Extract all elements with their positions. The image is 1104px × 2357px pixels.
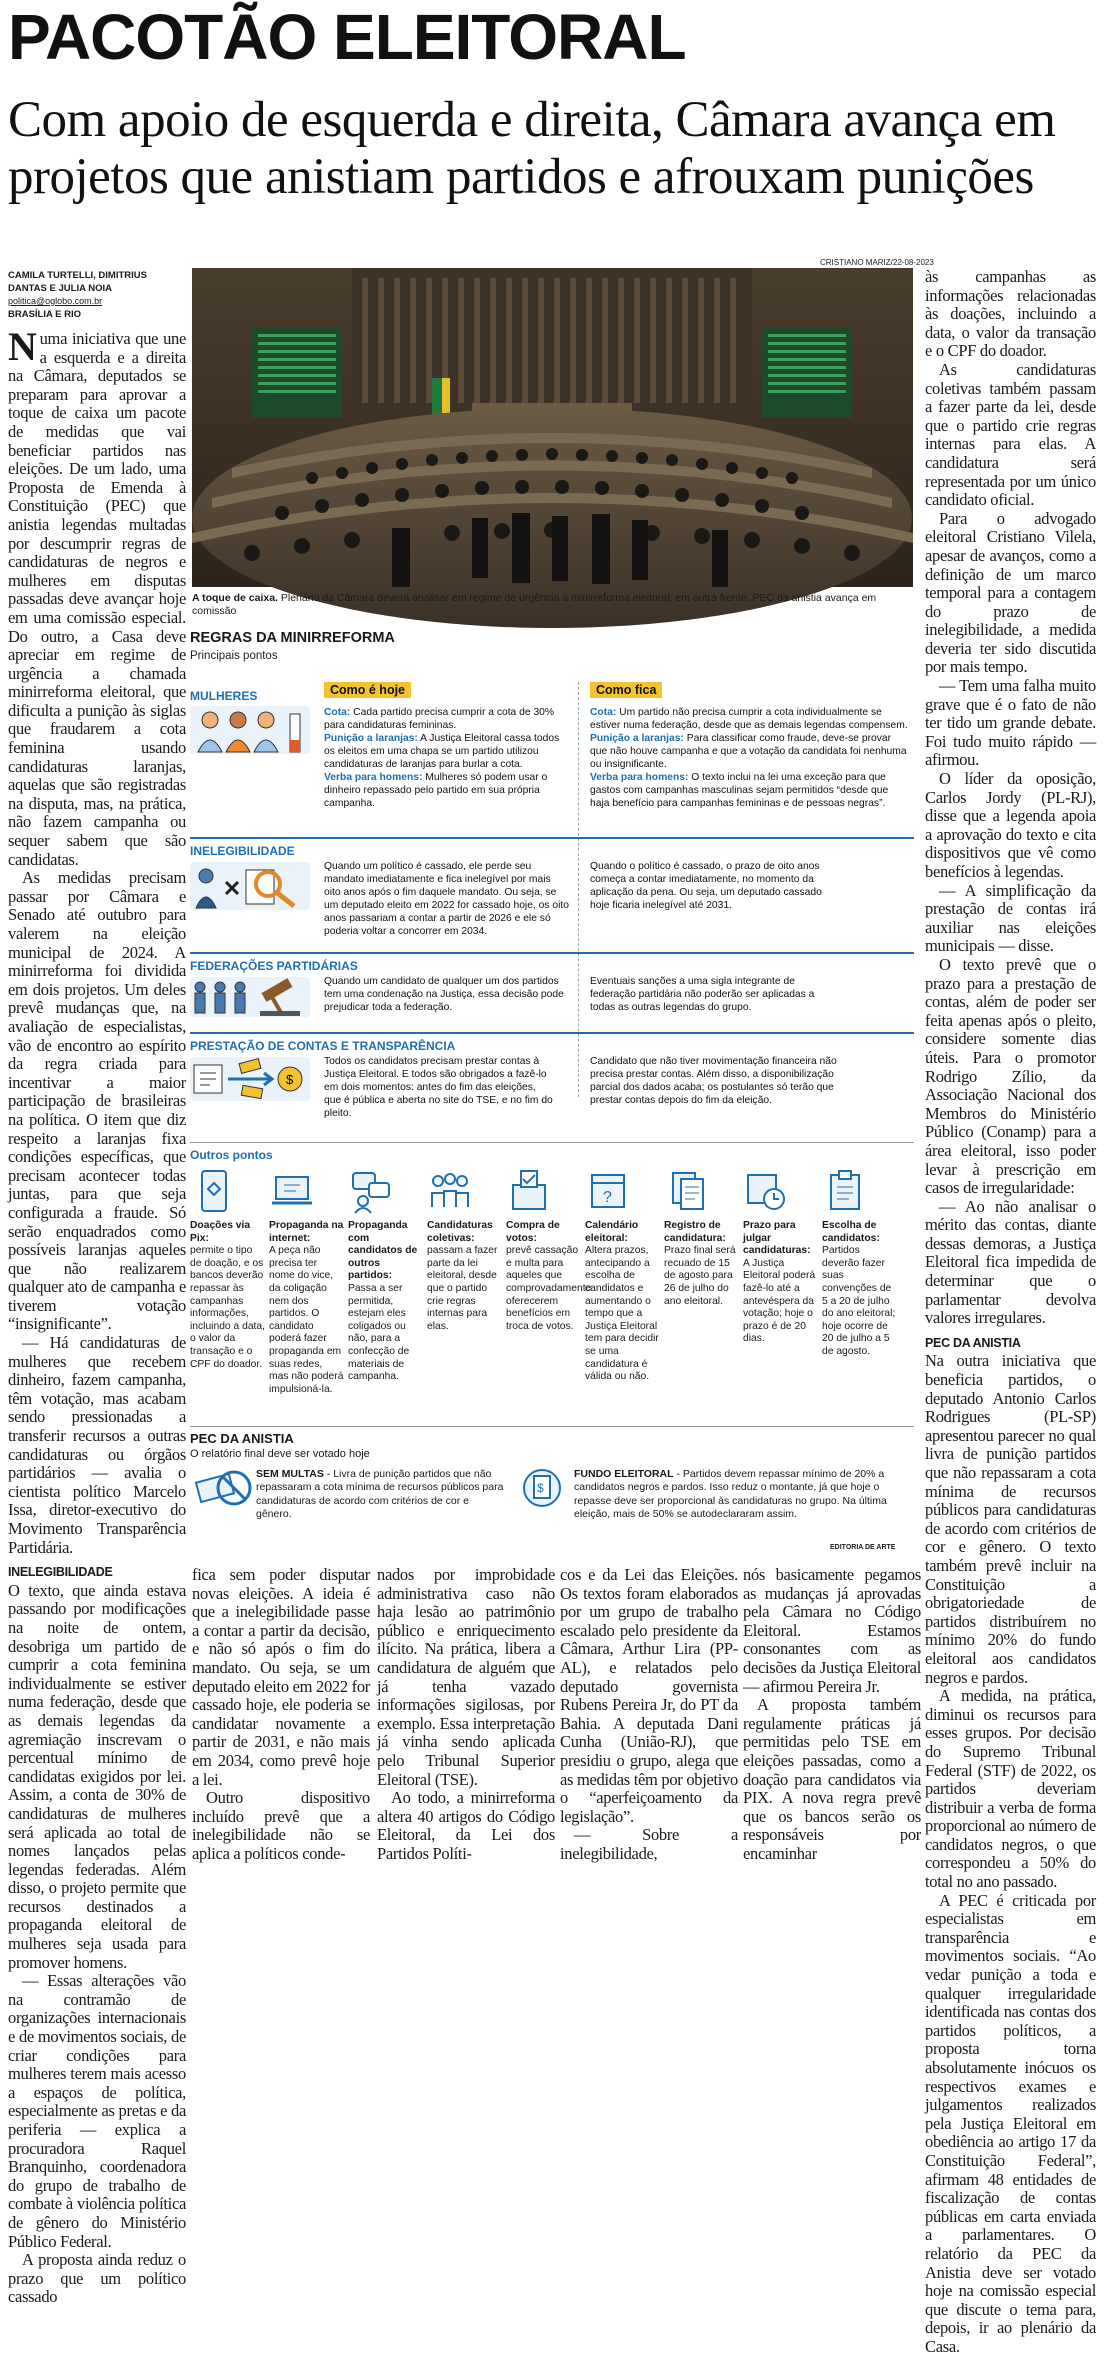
paragraph: A proposta ainda reduz o prazo que um político cassado	[8, 2250, 186, 2307]
paragraph: A medida, na prática, diminui os recursos para esses grupos. Por decisão do Supremo Tribunal Federal (STF) de 2022, os partidos deveriam distribuir a verba de forma proporcional ao número de candidatos negros, o que correspondeu a 50% do total no ano passado.	[925, 1686, 1096, 1892]
pec-title: PEC DA ANISTIA	[190, 1431, 294, 1446]
prestacao-now: Todos os candidatos precisam prestar contas à Justiça Eleitoral. E todos são obrigados a fazê-lo em dois momentos: antes do fim das eleições, que é pública e aberta no site do TSE, e no fim do pleito.	[324, 1056, 553, 1119]
calendar-clock-icon	[744, 1167, 788, 1213]
paragraph: — Sobre a inelegibilidade,	[560, 1825, 738, 1863]
paragraph: — Essas alterações vão na contramão de organizações internacionais e de movimentos sociais, de criar condições para mulheres terem mais acesso a espaços de política, especialmente as pretas e da periferia — explica a procuradora Raquel Branquinho, coordenadora do grupo de trabalho de combate à violência política de gênero do Ministério Público Federal.	[8, 1971, 186, 2251]
other-point-internet: Propaganda na internet: A peça não precisa ter nome do vice, da coligação nem dos partidos. O candidato poderá fazer propaganda em suas redes, mas não poderá impulsioná-la.	[269, 1220, 344, 1395]
inelegibilidade-after: Quando o político é cassado, o prazo de oito anos começa a contar imediatamente, no momento da aplicação da pena. Ou seja, um deputado cassado hoje ficaria inelegível até 2031.	[590, 861, 822, 911]
article-bottom-col-4	[743, 1566, 921, 1864]
other-point-escolha: Escolha de candidatos: Partidos deverão fazer suas convenções de 5 a 20 de julho do ano eleitoral; hoje ocorre de 20 de julho a 5 de agosto.	[822, 1220, 896, 1357]
article-bottom-col-1	[192, 1566, 370, 1864]
magnifier-icon	[190, 862, 310, 910]
plenary-photo-illustration	[192, 268, 913, 587]
money-transfer-icon	[190, 1057, 310, 1101]
paragraph: — Ao não analisar o mérito das contas, diante dessas demoras, a Justiça Eleitoral fica impedida de determinar que o parlamentar devolva valores irregulares.	[925, 1196, 1096, 1328]
caption-lead: A toque de caixa.	[192, 592, 278, 604]
section-heading: PEC DA ANISTIA	[925, 1335, 1021, 1350]
prestacao-after: Candidato que não tiver movimentação financeira não precisa prestar contas. Além disso, a disponibilização parcial dos dados acaba; os postulantes só terão que prestar contas depois do fim da eleição.	[590, 1056, 837, 1106]
row-divider	[190, 952, 914, 954]
row-divider	[190, 1032, 914, 1034]
paragraph: A proposta também regulamente práticas já permitidas pelo TSE em eleições passadas, como a doação para candidatos via PIX. A nova regra prevê que os bancos serão os responsáveis por encaminhar	[743, 1695, 921, 1863]
section-heading: INELEGIBILIDADE	[8, 1565, 113, 1580]
no-fine-icon	[194, 1466, 254, 1510]
row-label-inelegibilidade: INELEGIBILIDADE	[190, 844, 295, 858]
pec-subtitle: O relatório final deve ser votado hoje	[190, 1448, 370, 1460]
svg-text:$: $	[537, 1481, 544, 1495]
paragraph: — A simplificação da prestação de contas irá auxiliar nas eleições municipais — disse.	[925, 880, 1096, 956]
article-bottom-col-2	[377, 1566, 555, 1864]
graphic-credit: EDITORIA DE ARTE	[830, 1544, 896, 1551]
speech-bubble-icon	[349, 1167, 393, 1213]
calendar-icon	[586, 1167, 630, 1213]
paragraph: O texto prevê que o prazo para a prestação de contas, além de poder ser feita apenas após o pleito, considere somente dias úteis. Para o promotor Rodrigo Zílio, da Associação Nacional dos Membros do Ministério Público (Conamp) para a área eleitoral, isso poder levar à prescrição em casos de irregularidade:	[925, 954, 1096, 1198]
ballot-box-icon	[507, 1167, 551, 1213]
paragraph: — Tem uma falha muito grave que é o fato de não ter tido um grande debate. Foi tudo muito rápido — afirmou.	[925, 676, 1096, 770]
pec-fundo-eleitoral: FUNDO ELEITORAL - Partidos devem repassar mínimo de 20% a candidatos negros e pardos. Isso reduz o montante, já que hoje o repasse deve ser proporcional às candidaturas no grupo. Na última eleição, mais de 50% se autodeclararam assim.	[574, 1468, 887, 1521]
row-label-federacoes: FEDERAÇÕES PARTIDÁRIAS	[190, 959, 358, 973]
other-points-title: Outros pontos	[190, 1148, 273, 1162]
paragraph: Numa iniciativa que une a esquerda e a direita na Câmara, deputados se preparam para aprovar a toque de caixa um pacote de medidas que vai beneficiar partidos nas eleições. De um lado, uma Proposta de Emenda à Constituição (PEC) que anistia legendas multadas por descumprir regras de candidaturas de negros e mulheres em disputas passadas deve avançar hoje em uma comissão especial. Do outro, a Casa deve apreciar em regime de urgência a chamada minirreforma eleitoral, que dificulta a punição às siglas que fraudarem a cota feminina usando candidaturas laranjas, aquelas que são registradas na disputa, mas, na prática, não fazem campanha ou sequer sabem que são candidatas.	[8, 324, 186, 869]
paragraph: — Há candidaturas de mulheres que recebem dinheiro, fazem campanha, têm votação, mas acabam sendo pressionadas a transferir recursos a outras candidaturas ou órgãos partidários — avalia o cientista político Marcelo Issa, diretor-executivo do Movimento Transparência Partidária.	[8, 1333, 186, 1557]
photo-caption	[192, 592, 913, 618]
row-divider	[190, 837, 914, 839]
column-header-now: Como é hoje	[324, 682, 411, 698]
paragraph: Ao todo, a minirreforma altera 40 artigos do Código Eleitoral, da Lei dos Partidos Políti-	[377, 1788, 555, 1863]
row-divider	[190, 1426, 914, 1427]
row-label-prestacao: PRESTAÇÃO DE CONTAS E TRANSPARÊNCIA	[190, 1039, 456, 1053]
row-label-mulheres: MULHERES	[190, 689, 258, 703]
paragraph: Para o advogado eleitoral Cristiano Vilela, apesar de avanços, como a definição de um marco temporal para a contagem do prazo de inelegibilidade, a medida deveria ter sido discutida por mais tempo.	[925, 508, 1096, 677]
laptop-icon	[270, 1167, 314, 1213]
paragraph: A PEC é criticada por especialistas em transparência e movimentos sociais. “Ao vedar punição a toda e qualquer irregularidade identificada nas contas dos partidos políticos, a proposta torna absolutamente inócuos os respectivos exames e julgamentos realizados pela Justiça Eleitoral em obediência ao artigo 17 da Constituição Federal”, afirmam 48 entidades de fiscalização de contas públicas em carta enviada a parlamentares. O relatório da PEC da Anistia deve ser votado hoje na comissão especial que discute o tema para, depois, ir ao plenário da Casa.	[925, 1890, 1096, 2356]
infographic	[190, 630, 914, 1560]
svg-text:$: $	[286, 1072, 294, 1087]
other-point-prazo: Prazo para julgar candidaturas: A Justiça Eleitoral poderá fazê-lo até a antevéspera da votação; hoje o prazo é de 20 dias.	[743, 1220, 816, 1345]
row-divider	[190, 1142, 914, 1143]
paragraph: às campanhas as informações relacionadas às doações, incluindo a data, o valor da transação e o CPF do doador.	[925, 267, 1096, 361]
pec-sem-multas: SEM MULTAS - Livra de punição partidos que não repassaram a cota mínima de recursos públicos para candidaturas de acordo com critérios de cor e gênero.	[256, 1468, 504, 1521]
paragraph: Na outra iniciativa que beneficia partidos, o deputado Antonio Carlos Rodrigues (PL-SP) apresentou parecer no qual livra de punição partidos que não repassaram a cota mínima de recursos públicos para candidaturas de acordo com critérios de cor e gênero. O texto também prevê incluir na Constituição a obrigatoriedade de partidos distribuírem no mínimo 20% do fundo eleitoral aos candidatos negros e pardos.	[925, 1351, 1096, 1687]
caption-text: Plenário da Câmara deverá analisar em regime de urgência a minirreforma eleitoral; em outra frente, PEC da anistia avança em comissão	[192, 592, 877, 617]
headline: Com apoio de esquerda e direita, Câmara avança em projetos que anistiam partidos e afrouxam punições	[8, 92, 1056, 205]
paragraph: O texto, que ainda estava passando por modificações na noite de ontem, desobriga um partido de cumprir a cota feminina individualmente se estiver numa federação, desde que as demais legendas da agremiação inscrevam o percentual mínimo de candidatas exigidos por lei. Assim, a conta de 30% de candidaturas de mulheres será aplicada ao total de nomes lançados pelas legendas federadas. Além disso, o projeto permite que recursos destinados a propaganda eleitoral de mulheres seja usada para promover homens.	[8, 1580, 186, 1972]
paragraph: O líder da oposição, Carlos Jordy (PL-RJ), disse que a legenda apoia a aprovação do texto e cita dispositivos que vê como benefícios à legendas.	[925, 769, 1096, 881]
byline-place: BRASÍLIA E RIO	[8, 309, 82, 320]
plenary-photo	[192, 268, 913, 587]
paragraph: Outro dispositivo incluído prevê que a inelegibilidade não se aplica a políticos conde-	[192, 1788, 370, 1863]
fund-document-icon	[520, 1466, 570, 1510]
byline-email[interactable]: politica@oglobo.com.br	[8, 296, 103, 306]
other-point-calendario: Calendário eleitoral: Altera prazos, antecipando a escolha de candidatos e aumentando o tempo que a Justiça Eleitoral tem para decidir se uma candidatura é válida ou não.	[585, 1220, 659, 1383]
federacoes-after: Eventuais sanções a uma sigla integrante de federação partidária não poderão ser aplicadas a todas as outras legendas do grupo.	[590, 976, 815, 1013]
other-point-registro: Registro de candidatura: Prazo final será recuado de 15 de agosto para 26 de julho do ano eleitoral.	[664, 1220, 736, 1307]
paragraph: As medidas precisam passar por Câmara e Senado até outubro para valerem na eleição municipal de 2024. A minirreforma foi dividida em dois projetos. Um deles prevê mudanças que, na avaliação de especialistas, vão de encontro ao espírito da regra criada para incentivar a maior participação de brasileiras na política. O item que diz respeito a laranjas fixa condições específicas, que precisam acontecer todas juntas, para que seja configurada a fraude. Só serão enquadrados como possíveis laranjas aqueles que não realizarem qualquer ato de campanha e tiverem votação “insignificante”.	[8, 868, 186, 1334]
paragraph: nós basicamente pegamos as mudanças já aprovadas pela Câmara no Código Eleitoral. Estamos consonantes com as decisões da Justiça Eleitoral — afirmou Pereira Jr.	[743, 1565, 921, 1696]
gavel-group-icon	[190, 977, 310, 1017]
mulheres-now: Cota: Cada partido precisa cumprir a cota de 30% para candidaturas femininas. Punição a laranjas: A Justiça Eleitoral cassa todos os eleitos em uma chapa se um partido utilizou candidaturas de laranjas para burlar a cota. Verba para homens: Mulheres só podem usar o dinheiro repassado pelo partido em sua própria campanha.	[324, 707, 560, 809]
other-point-coletivas: Candidaturas coletivas: passam a fazer parte da lei eleitoral, desde que o partido crie regras internas para elas.	[427, 1220, 498, 1332]
photo-credit: CRISTIANO MARIZ/22-08-2023	[820, 258, 934, 267]
svg-text:?: ?	[603, 1189, 612, 1206]
byline	[8, 269, 188, 321]
women-icon	[190, 706, 310, 754]
group-icon	[428, 1167, 472, 1213]
documents-icon	[665, 1167, 709, 1213]
paragraph: As candidaturas coletivas também passam a fazer parte da lei, desde que o partido crie regras internas para elas. A candidatura será representada por um único candidato oficial.	[925, 359, 1096, 510]
article-left-column	[8, 324, 186, 2307]
infographic-title: REGRAS DA MINIRREFORMA	[190, 630, 395, 646]
article-right-column	[925, 268, 1096, 2357]
other-point-propaganda: Propaganda com candidatos de outros partidos: Passa a ser permitida, estejam eles coligados ou não, para a confecção de materiais de campanha.	[348, 1220, 418, 1383]
inelegibilidade-now: Quando um político é cassado, ele perde seu mandato imediatamente e fica inelegível por mais oito anos após o fim daquele mandato. Ou seja, se um deputado eleito em 2022 for cassado hoje, os oito anos passariam a contar a partir de 2026 e ele só poderia voltar a concorrer em 2034.	[324, 861, 569, 937]
kicker: PACOTÃO ELEITORAL	[8, 1, 686, 73]
federacoes-now: Quando um candidato de qualquer um dos partidos tem uma condenação na Justiça, essa decisão pode prejudicar toda a federação.	[324, 976, 564, 1013]
clipboard-icon	[823, 1167, 867, 1213]
byline-authors: CAMILA TURTELLI, DIMITRIUS DANTAS E JULIA NOIA	[8, 270, 147, 294]
paragraph: cos e da Lei das Eleições. Os textos foram elaborados por um grupo de trabalho escalado pelo presidente da Câmara, Arthur Lira (PP-AL), e relatados pelo deputado governista Rubens Pereira Jr, do PT da Bahia. A deputada Dani Cunha (União-RJ), que presidiu o grupo, alega que as medidas têm por objetivo o “aperfeiçoamento da legislação”.	[560, 1565, 738, 1826]
mulheres-after: Cota: Um partido não precisa cumprir a cota individualmente se estiver numa federação, desde que as demais legendas compensem. Punição a laranjas: Para classificar como fraude, deve-se provar que não houve campanha e que a votação da candidata foi nenhuma ou insignificante. Verba para homens: O texto inclui na lei uma exceção para que gastos com campanhas masculinas sejam permitidos “desde que haja benefício para campanhas femininas e de pessoas negras”.	[590, 707, 908, 809]
column-header-after: Como fica	[590, 682, 662, 698]
phone-pix-icon	[192, 1167, 236, 1213]
column-divider	[578, 682, 579, 1097]
infographic-subtitle: Principais pontos	[190, 650, 278, 662]
other-point-compra-votos: Compra de votos: prevê cassação e multa para aqueles que comprovadamente oferecerem benefícios em troca de votos.	[506, 1220, 592, 1332]
paragraph: fica sem poder disputar novas eleições. A ideia é que a inelegibilidade passe a contar a partir da decisão, e não só após o fim do mandato. Ou seja, se um deputado eleito em 2022 for cassado hoje, ele poderia se candidatar novamente a partir de 2031, e não mais em 2034, como prevê hoje a lei.	[192, 1565, 370, 1789]
other-point-pix: Doações via Pix: permite o tipo de doação, e os bancos deverão repassar às campanhas informações, incluindo a data, o valor da transação e o CPF do doador.	[190, 1220, 265, 1370]
paragraph: nados por improbidade administrativa caso não haja lesão ao patrimônio público e enriquecimento ilícito. Na prática, libera a candidatura de alguém que já tenha vazado informações sigilosas, por exemplo. Essa interpretação já vinha sendo aplicada pelo Tribunal Superior Eleitoral (TSE).	[377, 1565, 555, 1789]
article-bottom-col-3	[560, 1566, 738, 1864]
dropcap: N	[8, 324, 37, 369]
